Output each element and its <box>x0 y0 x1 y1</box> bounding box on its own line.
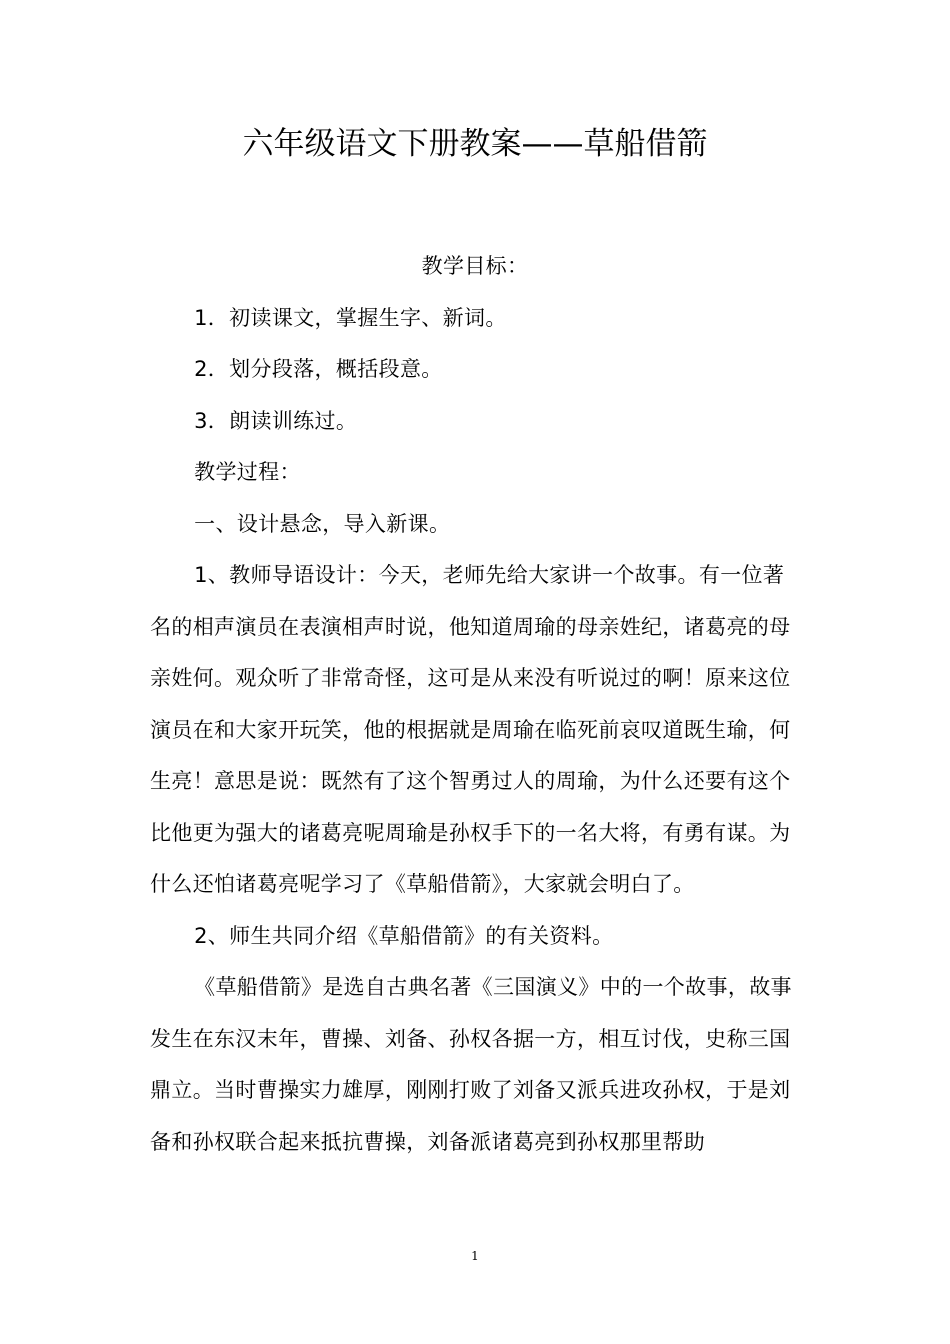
page-title: 六年级语文下册教案——草船借箭 <box>242 126 708 162</box>
section-heading-objectives: 教学目标： <box>421 254 529 278</box>
page-number: 1 <box>471 1249 479 1263</box>
objective-item-3: 3．朗读训练过。 <box>194 408 358 433</box>
objective-item-2: 2．划分段落，概括段意。 <box>194 357 443 381</box>
background-paragraph: 《草船借箭》是选自古典名著《三国演义》中的一个故事，故事发生在东汉末年，曹操、刘备、孙权各据一方，相互讨伐，史称三国鼎立。当时曹操实力雄厚，刚刚打败了刘备又派兵进攻孙权，于是刘备和孙权联合起来抵抗曹操，刘备派诸葛亮到孙权那里帮助 <box>150 975 792 1154</box>
material-intro-heading: 2、师生共同介绍《草船借箭》的有关资料。 <box>194 923 614 948</box>
teacher-intro-paragraph: 1、教师导语设计：今天，老师先给大家讲一个故事。有一位著名的相声演员在表演相声时说，他知道周瑜的母亲姓纪，诸葛亮的母亲姓何。观众听了非常奇怪，这可是从来没有听说过的啊！原来这位演员在和大家开玩笑，他的根据就是周瑜在临死前哀叹道既生瑜，何生亮！意思是说：既然有了这个智勇过人的周瑜，为什么还要有这个比他更为强大的诸葛亮呢周瑜是孙权手下的一名大将，有勇有谋。为什么还怕诸葛亮呢学习了《草船借箭》，大家就会明白了。 <box>150 563 791 896</box>
document-body <box>150 241 800 1168</box>
process-step-heading-1: 一、设计悬念，导入新课。 <box>194 511 451 536</box>
objective-item-1: 1．初读课文，掌握生字、新词。 <box>194 305 507 330</box>
section-heading-process: 教学过程： <box>194 460 301 484</box>
